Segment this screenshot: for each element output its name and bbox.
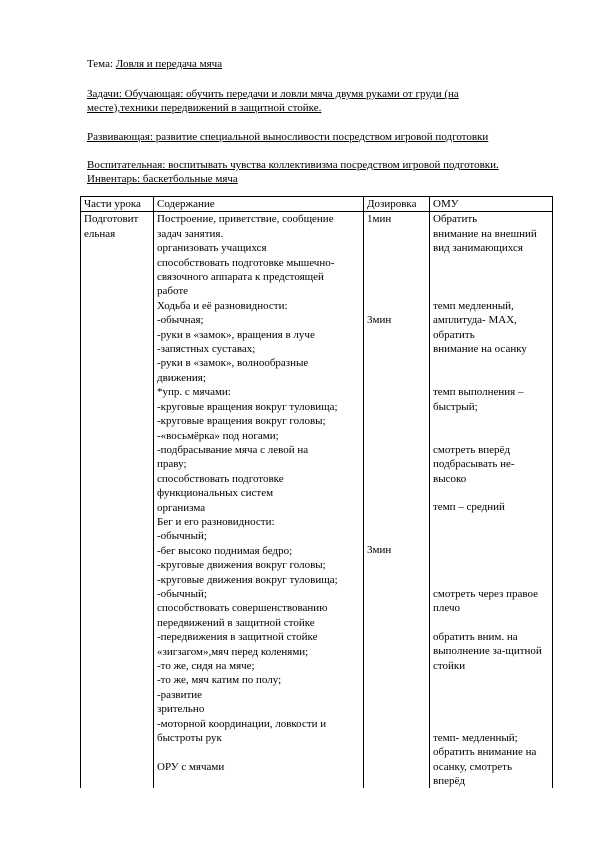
omu-line: выполнение за-щитной [433, 645, 542, 658]
content-line: работе [157, 285, 189, 298]
omu-line: стойки [433, 659, 466, 672]
tasks-label: Задачи: [87, 88, 122, 100]
omu-line [433, 673, 549, 687]
content-line: *упр. с мячами: [157, 386, 231, 399]
dosage-line [367, 428, 426, 442]
content-line: передвижений в защитной стойке [157, 616, 315, 629]
omu-line: темп выполнения – [433, 386, 524, 399]
omu-line: темп- медленный; [433, 731, 518, 744]
content-line: организовать учащихся [157, 242, 267, 255]
omu-line: смотреть вперёд [433, 443, 511, 456]
omu-line: обратить внимание на [433, 746, 537, 759]
dosage-line [367, 385, 426, 399]
content-line: способствовать подготовке [157, 472, 284, 485]
tasks-line-2 [87, 101, 321, 116]
omu-line: осанку, смотреть [433, 760, 512, 773]
content-line: -обычный; [157, 587, 207, 600]
dosage-line [367, 227, 426, 241]
dosage-cell [364, 212, 430, 788]
content-line: -круговые движения вокруг головы; [157, 559, 326, 572]
omu-line [433, 515, 549, 529]
content-cell [154, 212, 364, 788]
content-line: быстроты рук [157, 732, 222, 745]
omu-line [433, 558, 549, 572]
content-line: -круговые вращения вокруг туловища; [157, 400, 338, 413]
inventory-label: Инвентарь: [87, 173, 141, 185]
content-line: -запястных суставах; [157, 343, 256, 356]
dosage-line [367, 400, 426, 414]
content-line: праву; [157, 458, 187, 471]
omu-line: амплитуда- МАХ, [433, 314, 517, 327]
omu-line: подбрасывать не- [433, 458, 515, 471]
omu-line: внимание на внешний [433, 227, 537, 240]
inventory-line [87, 172, 238, 187]
content-line: задач занятия. [157, 227, 224, 240]
content-line: -«восьмёрка» под ногами; [157, 429, 279, 442]
table-header-row [81, 197, 553, 212]
content-line: -круговые вращения вокруг головы; [157, 415, 326, 428]
omu-line [433, 616, 549, 630]
content-line: «зигзагом»,мяч перед коленями; [157, 645, 309, 658]
dosage-line [367, 515, 426, 529]
header-parts: Части урока [81, 197, 154, 212]
part-line: Подготовит [84, 213, 139, 226]
topic-line [87, 57, 222, 72]
content-line: -руки в «замок», вращения в луче [157, 328, 315, 341]
omu-line [433, 270, 549, 284]
table-row [81, 212, 553, 788]
omu-line [433, 702, 549, 716]
omu-line: вперёд [433, 774, 465, 787]
header-content: Содержание [154, 197, 364, 212]
dosage-line [367, 529, 426, 543]
developing-line [87, 130, 488, 145]
content-line [157, 745, 360, 759]
dosage-line [367, 371, 426, 385]
content-line: Бег и его разновидности: [157, 515, 275, 528]
omu-line [433, 572, 549, 586]
educational-label: Воспитательная: [87, 159, 166, 171]
dosage-line [367, 457, 426, 471]
omu-line [433, 371, 549, 385]
dosage-line [367, 471, 426, 485]
omu-line [433, 716, 549, 730]
part-cell [81, 212, 154, 788]
omu-line: темп – средний [433, 501, 505, 514]
content-line: зрительно [157, 703, 205, 716]
tasks-text-1: Обучающая: обучить передачи и ловли мяча двумя руками от груди (на [121, 88, 459, 100]
omu-cell [430, 212, 553, 788]
omu-line [433, 256, 549, 270]
content-line: -бег высоко поднимая бедро; [157, 544, 293, 557]
content-line: способствовать совершенствованию [157, 602, 328, 615]
omu-line: обратить вним. на [433, 630, 518, 643]
content-line: Построение, приветствие, сообщение [157, 213, 334, 226]
omu-line [433, 356, 549, 370]
part-line: ельная [84, 227, 116, 240]
dosage-line [367, 241, 426, 255]
omu-line [433, 486, 549, 500]
content-line: связочного аппарата к предстоящей [157, 271, 324, 284]
omu-line [433, 414, 549, 428]
dosage-line: 3мин [367, 314, 392, 327]
tasks-text-2: месте),техники передвижений в защитной стойке. [87, 102, 322, 114]
header-dosage: Дозировка [364, 197, 430, 212]
omu-line: смотреть через правое [433, 587, 539, 600]
dosage-line: 3мин [367, 544, 392, 557]
content-line: -передвижения в защитной стойке [157, 631, 318, 644]
header-omu: ОМУ [430, 197, 553, 212]
content-line: -то же, мяч катим по полу; [157, 674, 282, 687]
omu-line [433, 529, 549, 543]
omu-line: темп медленный, [433, 299, 514, 312]
topic-value: Ловля и передача мяча [115, 58, 223, 70]
omu-line [433, 284, 549, 298]
content-line: -подбрасывание мяча с левой на [157, 443, 309, 456]
dosage-line [367, 328, 426, 342]
content-line: -то же, сидя на мяче; [157, 660, 255, 672]
dosage-line: 1мин [367, 213, 392, 226]
content-line: -руки в «замок», волнообразные [157, 357, 309, 370]
dosage-line [367, 356, 426, 370]
dosage-line [367, 443, 426, 457]
dosage-line [367, 486, 426, 500]
dosage-line [367, 299, 426, 313]
tasks-line-1 [87, 87, 459, 102]
educational-line [87, 158, 499, 173]
content-line: -моторной координации, ловкости и [157, 717, 327, 730]
omu-line: обратить [433, 328, 475, 341]
content-line: организма [157, 501, 206, 514]
dosage-line [367, 342, 426, 356]
content-line: -обычная; [157, 314, 204, 327]
omu-line: высоко [433, 472, 467, 485]
omu-line: быстрый; [433, 400, 478, 413]
content-line: Ходьба и её разновидности: [157, 299, 288, 312]
omu-line: Обратить [433, 213, 478, 226]
developing-value: развитие специальной выносливости посредством игровой подготовки [153, 131, 489, 143]
content-line: -развитие [157, 688, 203, 701]
omu-line [433, 428, 549, 442]
educational-value: воспитывать чувства коллективизма посредством игровой подготовки. [165, 159, 499, 171]
omu-line [433, 544, 549, 558]
dosage-line [367, 270, 426, 284]
content-line: ОРУ с мячами [157, 760, 225, 773]
content-line: -круговые движения вокруг туловища; [157, 573, 338, 586]
dosage-line [367, 256, 426, 270]
topic-label: Тема: [87, 58, 114, 70]
dosage-line [367, 284, 426, 298]
omu-line: внимание на осанку [433, 343, 527, 356]
dosage-line [367, 414, 426, 428]
omu-line [433, 688, 549, 702]
content-line: -обычный; [157, 530, 207, 543]
dosage-line [367, 500, 426, 514]
content-line: движения; [157, 371, 206, 384]
omu-line: вид занимающихся [433, 242, 523, 255]
content-line: способствовать подготовке мышечно- [157, 256, 335, 269]
inventory-value: баскетбольные мяча [140, 173, 238, 185]
lesson-plan-table [80, 196, 553, 788]
omu-line: плечо [433, 602, 461, 615]
content-line: функциональных систем [157, 487, 274, 500]
developing-label: Развивающая: [87, 131, 154, 143]
